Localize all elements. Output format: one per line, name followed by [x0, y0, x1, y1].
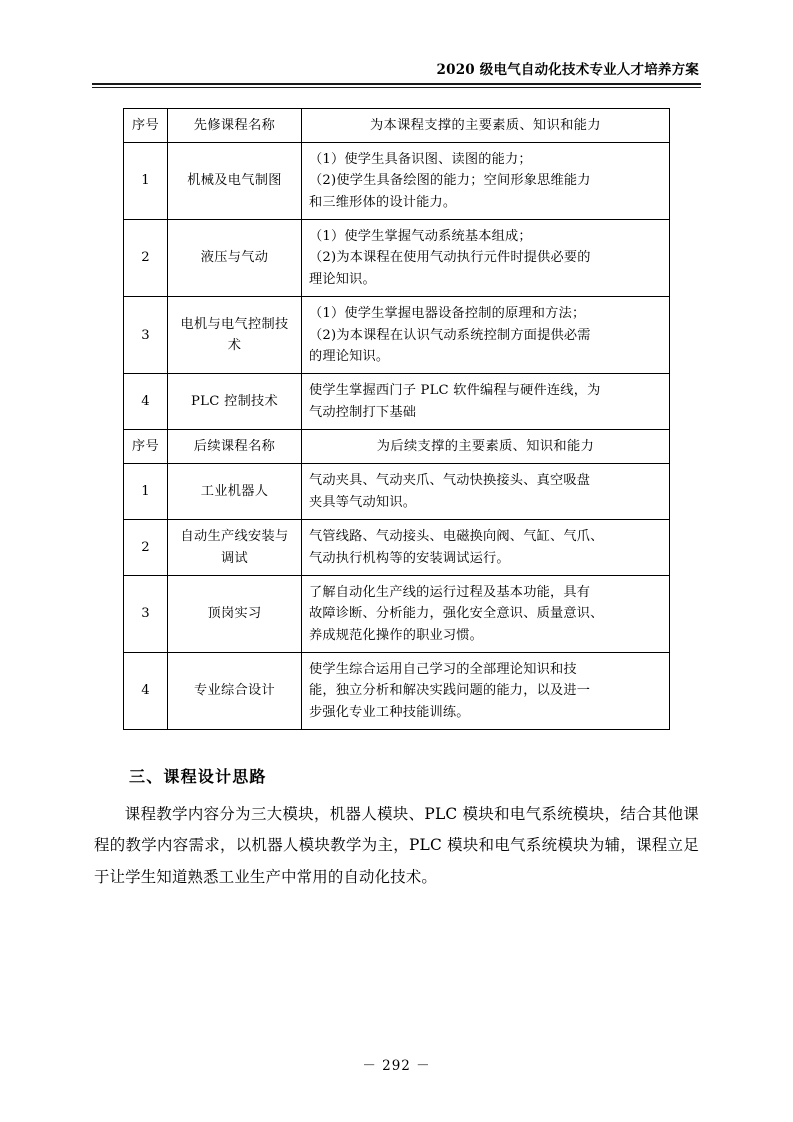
cell-course-name: 专业综合设计 [168, 653, 302, 730]
cell-index: 3 [124, 575, 168, 652]
cell-course-name: 机械及电气制图 [168, 142, 302, 219]
desc-line: 气管线路、气动接头、电磁换向阀、气缸、气爪、 [309, 529, 604, 545]
cell-index: 4 [124, 653, 168, 730]
desc-line: （2)使学生具备绘图的能力；空间形象思维能力 [309, 173, 591, 189]
cell-description [302, 220, 670, 297]
column-header-follow-support: 为后续支撑的主要素质、知识和能力 [302, 430, 670, 464]
cell-course-name: 电机与电气控制技术 [168, 297, 302, 374]
column-header-prereq-support: 为本课程支撑的主要素质、知识和能力 [302, 108, 670, 142]
course-relation-table [123, 108, 670, 731]
table-header-row-prereq [124, 108, 670, 142]
cell-index: 1 [124, 142, 168, 219]
cell-description [302, 520, 670, 576]
desc-line: （2)为本课程在认识气动系统控制方面提供必需 [309, 327, 591, 343]
cell-description [302, 297, 670, 374]
table-row [124, 653, 670, 730]
desc-line: 气动控制打下基础 [309, 404, 417, 420]
cell-description [302, 374, 670, 430]
page-footer [0, 1054, 793, 1074]
desc-line: （1）使学生掌握电器设备控制的原理和方法； [309, 306, 586, 322]
column-header-index-2: 序号 [124, 430, 168, 464]
table-row [124, 575, 670, 652]
header-title: 2020 级电气自动化技术专业人才培养方案 [436, 62, 699, 78]
desc-line: 步强化专业工种技能训练。 [309, 704, 470, 720]
table-row [124, 464, 670, 520]
section-paragraph: 课程教学内容分为三大模块，机器人模块、PLC 模块和电气系统模块，结合其他课程的教学内容需求，以机器人模块教学为主，PLC 模块和电气系统模块为辅，课程立足于让学生知道熟悉工业生产中常用的自动化技术。 [94, 805, 699, 886]
cell-description [302, 142, 670, 219]
cell-index: 4 [124, 374, 168, 430]
cell-index: 2 [124, 520, 168, 576]
column-header-prereq-course: 先修课程名称 [168, 108, 302, 142]
desc-line: 和三维形体的设计能力。 [309, 194, 457, 210]
desc-line: 养成规范化操作的职业习惯。 [309, 627, 484, 643]
header-rule-thick [92, 83, 701, 85]
desc-line: 故障诊断、分析能力，强化安全意识、质量意识、 [309, 606, 604, 622]
desc-line: 的理论知识。 [309, 348, 390, 364]
table-row [124, 374, 670, 430]
table-row [124, 220, 670, 297]
cell-description [302, 575, 670, 652]
cell-description [302, 653, 670, 730]
cell-description [302, 464, 670, 520]
cell-index: 3 [124, 297, 168, 374]
desc-line: （1）使学生具备识图、读图的能力； [309, 151, 532, 167]
desc-line: 使学生掌握西门子 PLC 软件编程与硬件连线，为 [309, 383, 601, 399]
table-header-row-follow [124, 430, 670, 464]
desc-line: （2)为本课程在使用气动执行元件时提供必要的 [309, 250, 591, 266]
cell-course-name: 顶岗实习 [168, 575, 302, 652]
table-row [124, 297, 670, 374]
table-row [124, 520, 670, 576]
page-number: － 292 － [362, 1058, 431, 1074]
desc-line: 能，独立分析和解决实践问题的能力，以及进一 [309, 683, 591, 699]
section-heading: 三、课程设计思路 [129, 767, 267, 787]
cell-course-name: 工业机器人 [168, 464, 302, 520]
desc-line: 使学生综合运用自己学习的全部理论知识和技 [309, 662, 577, 677]
desc-line: （1）使学生掌握气动系统基本组成； [309, 229, 532, 244]
desc-line: 夹具等气动知识。 [309, 494, 417, 510]
cell-course-name: 液压与气动 [168, 220, 302, 297]
column-header-index: 序号 [124, 108, 168, 142]
page-header [92, 58, 701, 83]
cell-course-name: PLC 控制技术 [168, 374, 302, 430]
desc-line: 气动夹具、气动夹爪、气动快换接头、真空吸盘 [309, 473, 591, 489]
desc-line: 理论知识。 [309, 271, 376, 287]
table-row [124, 142, 670, 219]
header-rule-thin [92, 87, 701, 88]
desc-line: 气动执行机构等的安装调试运行。 [309, 550, 510, 566]
cell-index: 2 [124, 220, 168, 297]
cell-course-name: 自动生产线安装与调试 [168, 520, 302, 576]
desc-line: 了解自动化生产线的运行过程及基本功能，具有 [309, 584, 591, 600]
cell-index: 1 [124, 464, 168, 520]
column-header-follow-course: 后续课程名称 [168, 430, 302, 464]
